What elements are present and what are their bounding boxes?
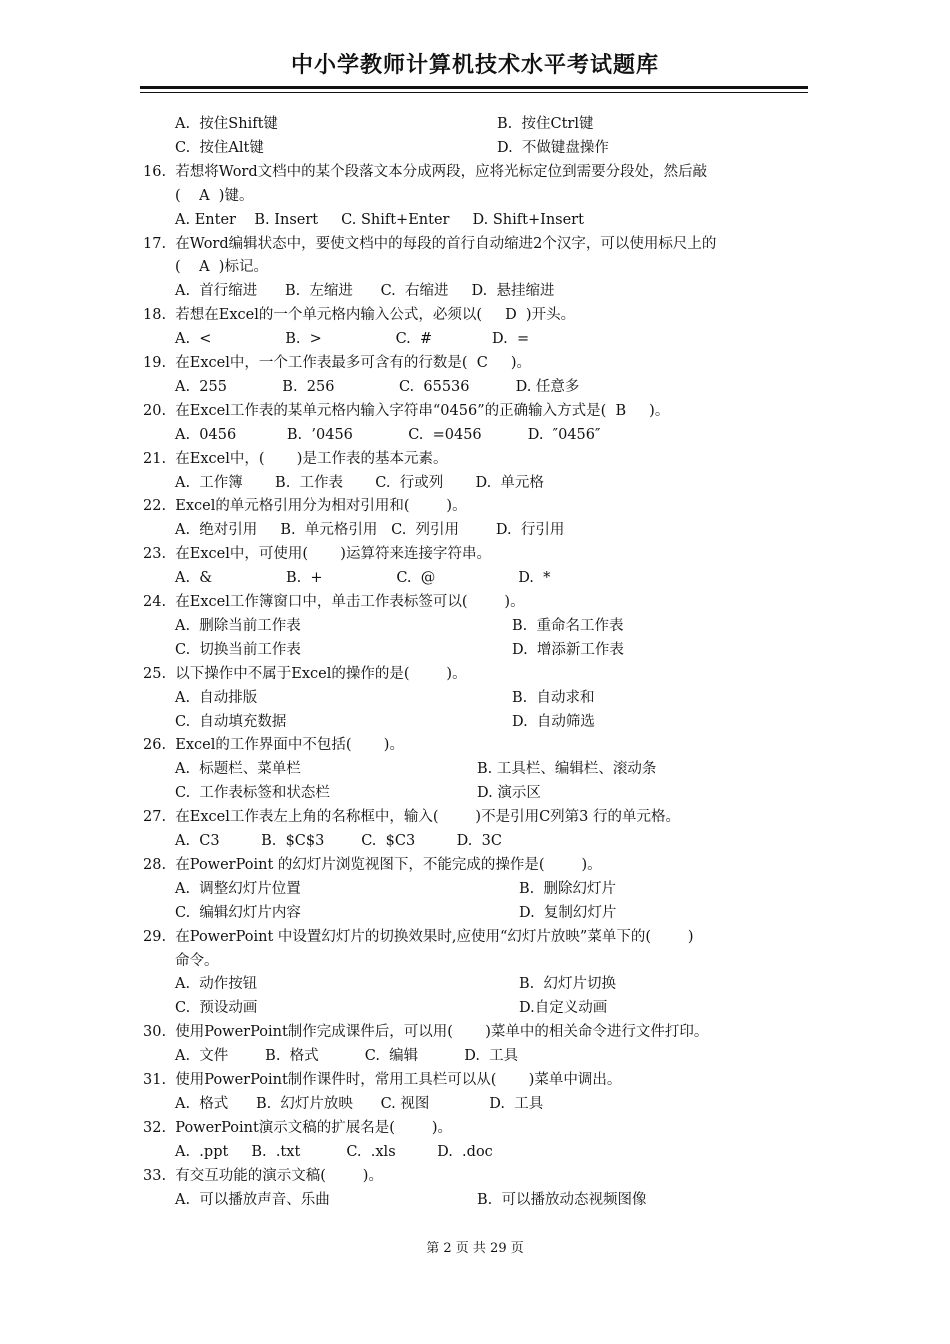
text-line: A. 0456 B. ’0456 C. =0456 D. ″0456″ [175,427,601,443]
text-line: A. 首行缩进 B. 左缩进 C. 右缩进 D. 悬挂缩进 [175,283,555,299]
text-line: A. 调整幻灯片位置 [175,881,301,897]
text-line: 19. 在Excel中，一个工作表最多可含有的行数是( C )。 [143,355,532,371]
text-line: ( A )标记。 [175,259,268,275]
text-line: A. 可以播放声音、乐曲 [175,1192,330,1208]
text-line: 20. 在Excel工作表的某单元格内输入字符串“0456”的正确输入方式是( B )。 [143,403,670,419]
text-line-option-right: B. 工具栏、编辑栏、滚动条 [477,761,657,777]
text-line: A. 动作按钮 [175,976,258,992]
text-line-option-right: D. 演示区 [477,785,541,801]
text-line: C. 工作表标签和状态栏 [175,785,330,801]
text-line: A. 255 B. 256 C. 65536 D. 任意多 [175,379,580,395]
text-line: 28. 在PowerPoint 的幻灯片浏览视图下，不能完成的操作是( )。 [143,857,602,873]
text-line: A. 绝对引用 B. 单元格引用 C. 列引用 D. 行引用 [175,522,565,538]
text-line: A. 标题栏、菜单栏 [175,761,301,777]
text-line: 命令。 [175,953,219,969]
page-footer: 第 2 页 共 29 页 [426,1241,524,1256]
text-line: 26. Excel的工作界面中不包括( )。 [143,737,404,753]
text-line: C. 自动填充数据 [175,714,287,730]
text-line: A. < B. > C. # D. = [175,331,530,347]
text-line: 17. 在Word编辑状态中，要使文档中的每段的首行自动缩进2个汉字，可以使用标尺上的 [143,236,717,252]
text-line: A. C3 B. $C$3 C. $C3 D. 3C [175,833,502,849]
text-line: C. 按住Alt键 [175,140,264,156]
text-line: 29. 在PowerPoint 中设置幻灯片的切换效果时,应使用“幻灯片放映”菜单下的( ) [143,929,694,945]
text-line-option-right: D. 不做键盘操作 [497,140,609,156]
text-line: A. 工作簿 B. 工作表 C. 行或列 D. 单元格 [175,475,544,491]
text-line: 22. Excel的单元格引用分为相对引用和( )。 [143,498,467,514]
text-line: A. 按住Shift键 [175,116,278,132]
text-line: C. 编辑幻灯片内容 [175,905,301,921]
text-line-option-right: D. 增添新工作表 [512,642,624,658]
text-line: 33. 有交互功能的演示文稿( )。 [143,1168,383,1184]
text-line-option-right: D. 自动筛选 [512,714,595,730]
text-line-option-right: B. 删除幻灯片 [519,881,616,897]
text-line-option-right: B. 重命名工作表 [512,618,624,634]
text-line: 16. 若想将Word文档中的某个段落文本分成两段，应将光标定位到需要分段处，然后敲 [143,164,708,180]
text-line-option-right: B. 自动求和 [512,690,595,706]
text-line-option-right: D.自定义动画 [519,1000,608,1016]
text-line: 23. 在Excel中，可使用( )运算符来连接字符串。 [143,546,491,562]
text-line: C. 切换当前工作表 [175,642,301,658]
text-line-option-right: D. 复制幻灯片 [519,905,617,921]
text-line-option-right: B. 可以播放动态视频图像 [477,1192,647,1208]
text-line: 21. 在Excel中，( )是工作表的基本元素。 [143,451,448,467]
text-line: A. .ppt B. .txt C. .xls D. .doc [175,1144,493,1160]
text-line: 25. 以下操作中不属于Excel的操作的是( )。 [143,666,467,682]
header-rule-thick [140,86,808,89]
text-line: A. 文件 B. 格式 C. 编辑 D. 工具 [175,1048,519,1064]
text-line: A. 自动排版 [175,690,258,706]
text-line: 32. PowerPoint演示文稿的扩展名是( )。 [143,1120,452,1136]
text-line-option-right: B. 按住Ctrl键 [497,116,594,132]
page-title: 中小学教师计算机技术水平考试题库 [290,53,659,78]
text-line: A. Enter B. Insert C. Shift+Enter D. Shift+Insert [175,212,584,228]
header-rule-thin [140,92,808,93]
text-line: ( A )键。 [175,188,254,204]
text-line-option-right: B. 幻灯片切换 [519,976,616,992]
text-line: A. 删除当前工作表 [175,618,301,634]
text-line: 27. 在Excel工作表左上角的名称框中，输入( )不是引用C列第3 行的单元格。 [143,809,680,825]
text-line: 30. 使用PowerPoint制作完成课件后，可以用( )菜单中的相关命令进行文件打印。 [143,1024,709,1040]
text-line: 24. 在Excel工作簿窗口中，单击工作表标签可以( )。 [143,594,525,610]
text-line: 18. 若想在Excel的一个单元格内输入公式，必须以( D )开头。 [143,307,576,323]
text-line: 31. 使用PowerPoint制作课件时，常用工具栏可以从( )菜单中调出。 [143,1072,622,1088]
text-line: C. 预设动画 [175,1000,258,1016]
text-line: A. & B. + C. @ D. * [175,570,551,586]
text-line: A. 格式 B. 幻灯片放映 C. 视图 D. 工具 [175,1096,544,1112]
